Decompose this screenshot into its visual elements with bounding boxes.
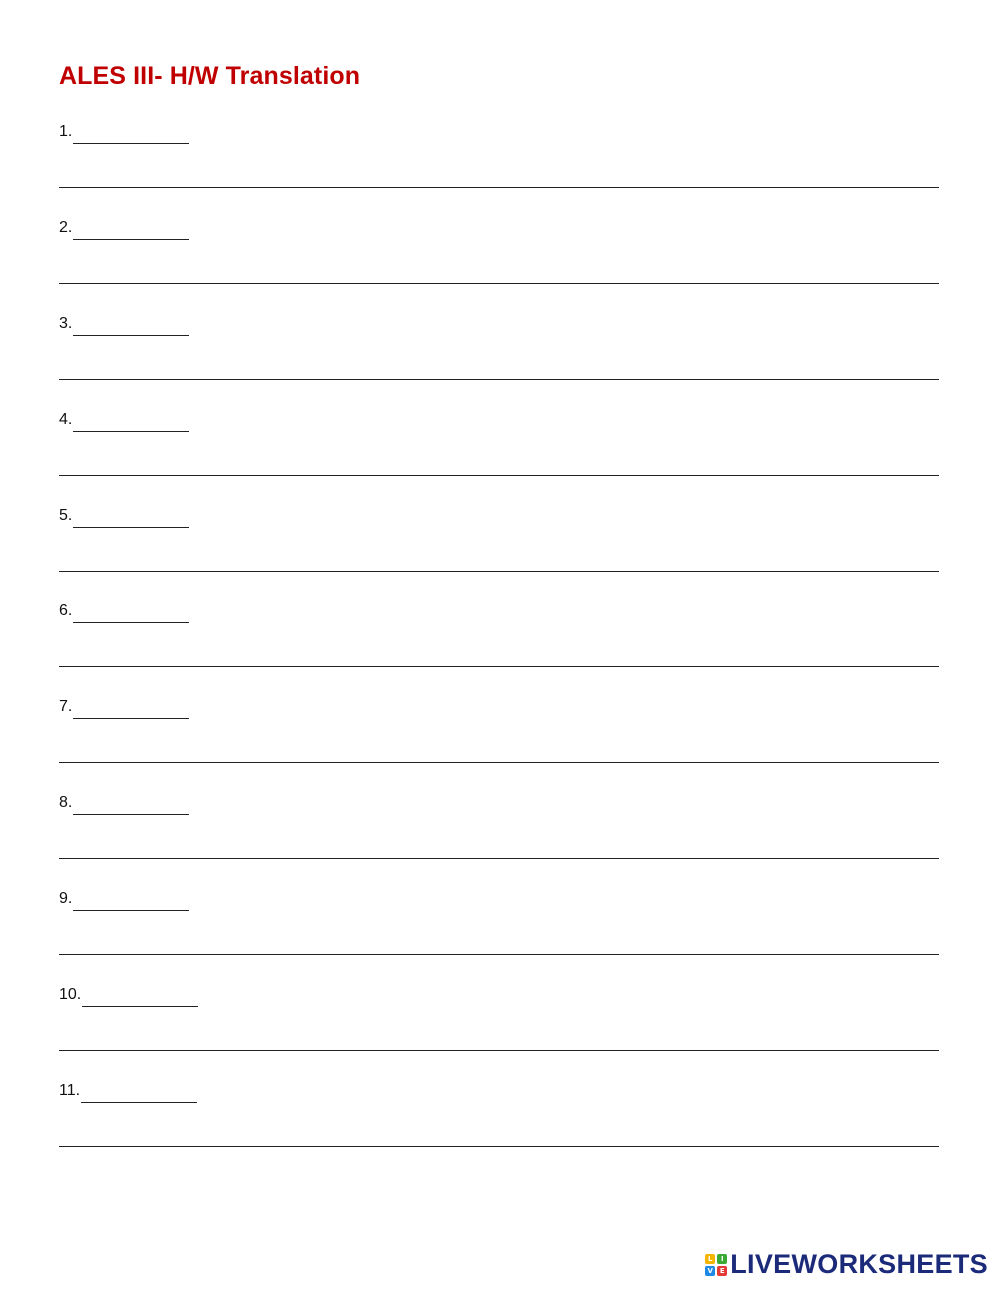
list-item bbox=[59, 887, 939, 983]
item-label bbox=[59, 887, 189, 911]
logo-tile-v: V bbox=[705, 1266, 715, 1276]
answer-line[interactable] bbox=[59, 858, 939, 859]
list-item bbox=[59, 504, 939, 600]
answer-line[interactable] bbox=[59, 666, 939, 667]
item-label bbox=[59, 216, 189, 240]
answer-line[interactable] bbox=[59, 1146, 939, 1147]
short-answer-blank[interactable] bbox=[73, 411, 189, 432]
short-answer-blank[interactable] bbox=[73, 315, 189, 336]
brand-name: LIVEWORKSHEETS bbox=[730, 1249, 988, 1279]
item-number: 4. bbox=[59, 410, 73, 428]
item-number: 8. bbox=[59, 794, 73, 812]
item-number: 6. bbox=[59, 602, 73, 620]
liveworksheets-brand bbox=[705, 1249, 988, 1280]
logo-tile-l: L bbox=[705, 1254, 715, 1264]
item-number: 11. bbox=[59, 1081, 81, 1099]
list-item bbox=[59, 599, 939, 695]
short-answer-blank[interactable] bbox=[82, 986, 198, 1007]
answer-line[interactable] bbox=[59, 954, 939, 955]
short-answer-blank[interactable] bbox=[73, 698, 189, 719]
item-label bbox=[59, 695, 189, 719]
liveworksheets-logo-icon bbox=[705, 1254, 727, 1276]
item-label bbox=[59, 504, 189, 528]
answer-line[interactable] bbox=[59, 1050, 939, 1051]
list-item bbox=[59, 312, 939, 408]
short-answer-blank[interactable] bbox=[73, 123, 189, 144]
item-label bbox=[59, 312, 189, 336]
item-number: 1. bbox=[59, 123, 73, 140]
short-answer-blank[interactable] bbox=[81, 1082, 197, 1103]
item-label bbox=[59, 408, 189, 432]
short-answer-blank[interactable] bbox=[73, 794, 189, 815]
list-item bbox=[59, 983, 939, 1079]
short-answer-blank[interactable] bbox=[73, 890, 189, 911]
list-item bbox=[59, 408, 939, 504]
answer-line[interactable] bbox=[59, 762, 939, 763]
item-number: 7. bbox=[59, 698, 73, 716]
short-answer-blank[interactable] bbox=[73, 602, 189, 623]
answer-line[interactable] bbox=[59, 283, 939, 284]
item-label bbox=[59, 1079, 197, 1103]
short-answer-blank[interactable] bbox=[73, 219, 189, 240]
short-answer-blank[interactable] bbox=[73, 507, 189, 528]
answer-list bbox=[59, 120, 939, 1175]
item-label bbox=[59, 791, 189, 815]
item-number: 9. bbox=[59, 890, 73, 908]
list-item bbox=[59, 120, 939, 216]
answer-line[interactable] bbox=[59, 379, 939, 380]
item-number: 3. bbox=[59, 314, 73, 332]
answer-line[interactable] bbox=[59, 571, 939, 572]
item-label bbox=[59, 120, 189, 144]
worksheet-title: ALES III- H/W Translation bbox=[59, 62, 361, 90]
list-item bbox=[59, 695, 939, 791]
item-label bbox=[59, 599, 189, 623]
item-label bbox=[59, 983, 198, 1007]
item-number: 2. bbox=[59, 218, 73, 236]
logo-tile-e: E bbox=[717, 1266, 727, 1276]
logo-tile-i: I bbox=[717, 1254, 727, 1264]
answer-line[interactable] bbox=[59, 187, 939, 188]
answer-line[interactable] bbox=[59, 475, 939, 476]
list-item bbox=[59, 791, 939, 887]
item-number: 5. bbox=[59, 506, 73, 524]
item-number: 10. bbox=[59, 986, 82, 1004]
list-item bbox=[59, 216, 939, 312]
list-item bbox=[59, 1079, 939, 1175]
